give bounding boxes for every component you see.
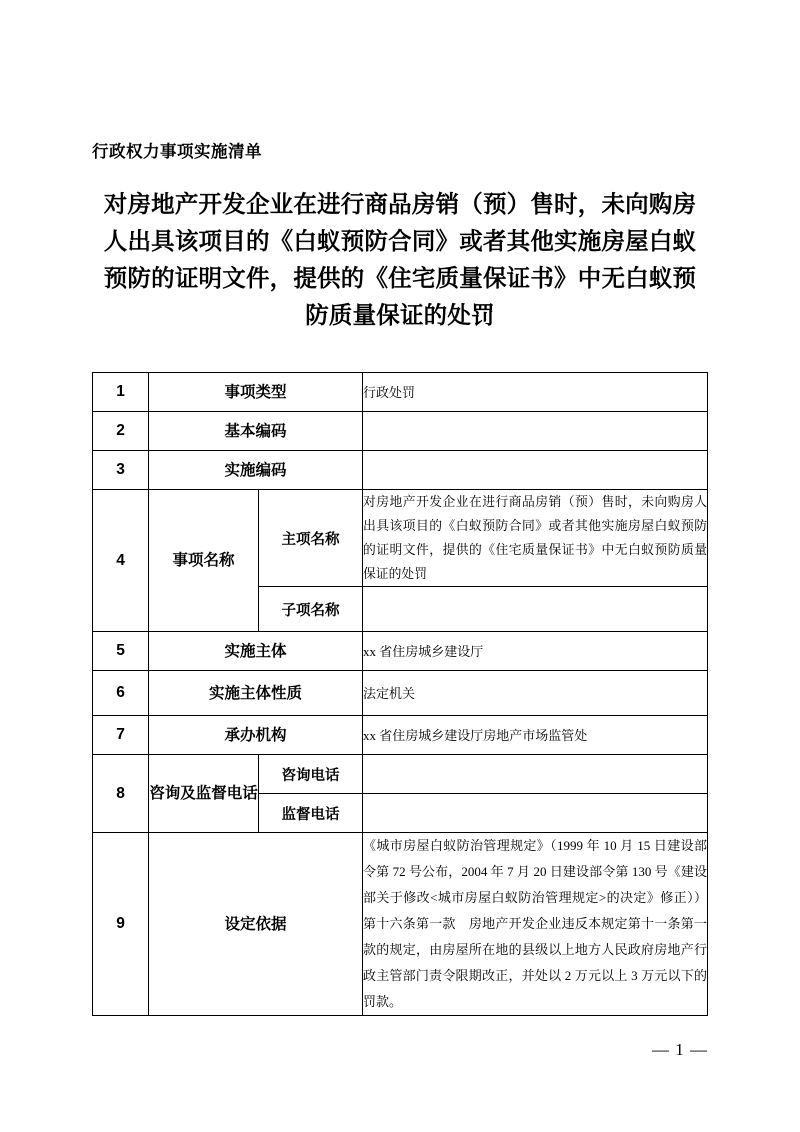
row-number: 9 [93, 833, 149, 1016]
row-value: xx 省住房城乡建设厅房地产市场监管处 [363, 716, 708, 755]
row-value: 《城市房屋白蚁防治管理规定》（1999 年 10 月 15 日建设部令第 72 号公布，2004 年 7 月 20 日建设部令第 130 号《建设部关于修改<城市房屋白蚁防治管理规定>的决定》修正））第十六条第一款 房地产开发企业违反本规定第十一条第一款的规定，由房屋所在地的县级以上地方人民政府房地产行政主管部门责令限期改正，并处以 2 万元以上 3 万元以下的罚款。 [363, 833, 708, 1016]
row-label: 事项类型 [149, 373, 363, 412]
row-number: 1 [93, 373, 149, 412]
row-number: 5 [93, 632, 149, 671]
implementation-list-table [92, 372, 708, 1016]
row-label: 实施主体性质 [149, 671, 363, 716]
row-number: 4 [93, 490, 149, 632]
table-row [93, 755, 708, 794]
table-row [93, 833, 708, 1016]
row-value: 法定机关 [363, 671, 708, 716]
page-number: — 1 — [652, 1040, 708, 1059]
table-row [93, 716, 708, 755]
row-value: xx 省住房城乡建设厅 [363, 632, 708, 671]
row-value [363, 451, 708, 490]
row-number: 6 [93, 671, 149, 716]
row-label: 实施编码 [149, 451, 363, 490]
row-label: 事项名称 [149, 490, 259, 632]
row-value: 行政处罚 [363, 373, 708, 412]
sub-row-label: 主项名称 [259, 490, 363, 587]
row-label: 实施主体 [149, 632, 363, 671]
row-label: 咨询及监督电话 [149, 755, 259, 833]
row-value [363, 412, 708, 451]
row-number: 8 [93, 755, 149, 833]
page-title: 对房地产开发企业在进行商品房销（预）售时，未向购房人出具该项目的《白蚁预防合同》或者其他实施房屋白蚁预防的证明文件，提供的《住宅质量保证书》中无白蚁预防质量保证的处罚 [103, 191, 697, 328]
row-label: 承办机构 [149, 716, 363, 755]
sub-row-value [363, 794, 708, 833]
table-row [93, 451, 708, 490]
table-row [93, 490, 708, 587]
sub-row-value [363, 755, 708, 794]
sub-row-label: 监督电话 [259, 794, 363, 833]
table-row [93, 373, 708, 412]
page-header-label: 行政权力事项实施清单 [92, 143, 262, 161]
table-row [93, 632, 708, 671]
table-row [93, 412, 708, 451]
sub-row-value: 对房地产开发企业在进行商品房销（预）售时，未向购房人出具该项目的《白蚁预防合同》或者其他实施房屋白蚁预防的证明文件，提供的《住宅质量保证书》中无白蚁预防质量保证的处罚 [363, 490, 708, 587]
sub-row-label: 子项名称 [259, 587, 363, 632]
table-row [93, 671, 708, 716]
row-number: 2 [93, 412, 149, 451]
sub-row-label: 咨询电话 [259, 755, 363, 794]
row-number: 3 [93, 451, 149, 490]
sub-row-value [363, 587, 708, 632]
row-label: 设定依据 [149, 833, 363, 1016]
row-label: 基本编码 [149, 412, 363, 451]
row-number: 7 [93, 716, 149, 755]
